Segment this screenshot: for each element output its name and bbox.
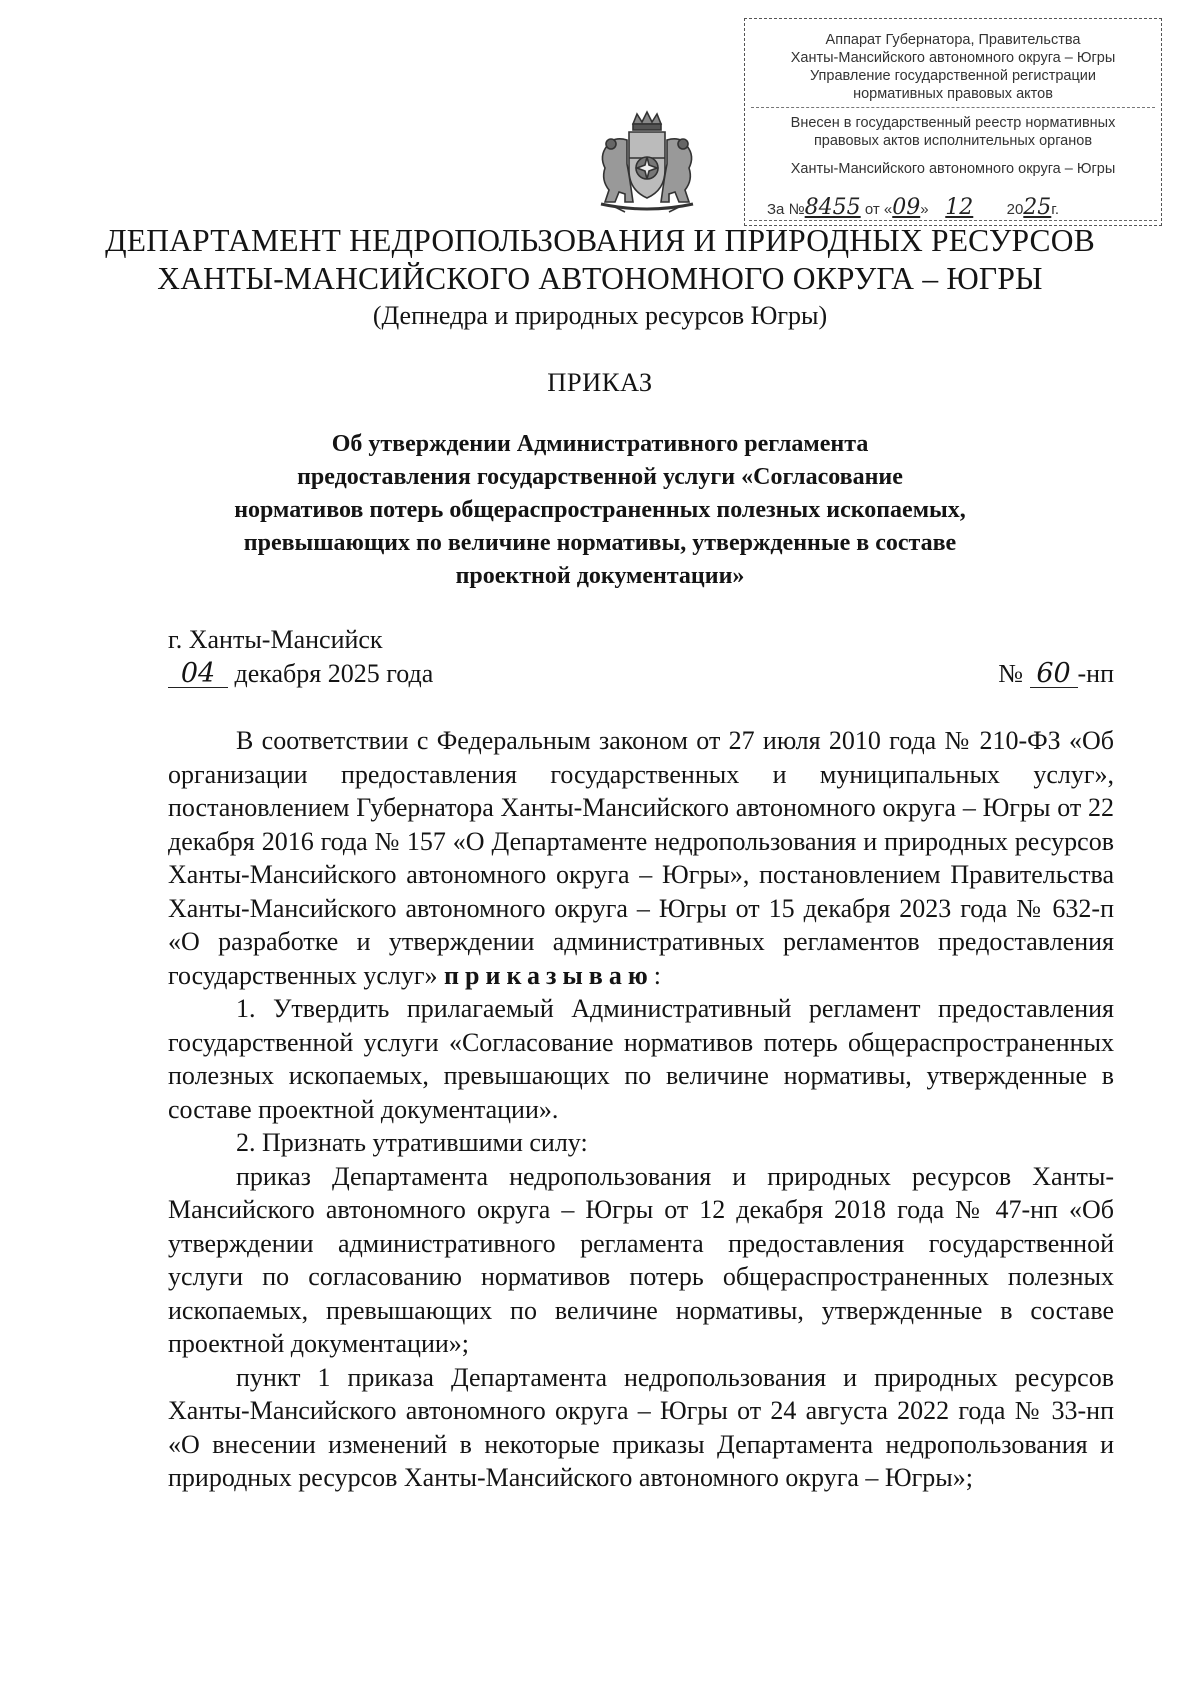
order-body (168, 724, 1114, 1495)
stamp-line: Ханты-Мансийского автономного округа – Югры (790, 50, 1116, 66)
order-title-line: превышающих по величине нормативы, утвержденные в составе (243, 530, 957, 556)
handwritten-reg-year: 25 (1023, 195, 1052, 220)
stamp-line: Управление государственной регистрации (809, 68, 1097, 84)
stamp-line: Ханты-Мансийского автономного округа – Югры (790, 161, 1116, 177)
stamp-line: нормативных правовых актов (853, 86, 1053, 102)
department-name-line-1: ДЕПАРТАМЕНТ НЕДРОПОЛЬЗОВАНИЯ И ПРИРОДНЫХ РЕСУРСОВ (105, 223, 1095, 258)
item-2b-paragraph: пункт 1 приказа Департамента недропользования и природных ресурсов Ханты-Мансийского автономного округа – Югры от 24 августа 2022 года № 33-нп «О внесении изменений в некоторые приказы Департамента недропользования и природных ресурсов Ханты-Мансийского автономного округа – Югры»; (168, 1362, 1114, 1492)
coat-of-arms-icon (585, 110, 709, 214)
department-short-name: (Депнедра и природных ресурсов Югры) (372, 301, 828, 330)
item-2a-paragraph: приказ Департамента недропользования и природных ресурсов Ханты-Мансийского автономного округа – Югры от 12 декабря 2018 года № 47-нп «Об утверждении административного регламента предоставления государственной услуги по согласованию нормативов потерь общераспространенных полезных ископаемых, превышающих по величине нормативы, утвержденные в составе проектной документации»; (168, 1161, 1114, 1358)
order-title-line: предоставления государственной услуги «Согласование (297, 464, 903, 490)
stamp-divider (751, 107, 1155, 108)
handwritten-reg-month: 12 (945, 195, 974, 220)
handwritten-day: 04 (168, 661, 228, 688)
department-name-line-2: ХАНТЫ-МАНСИЙСКОГО АВТОНОМНОГО ОКРУГА – ЮГРЫ (157, 261, 1043, 296)
handwritten-order-number: 60 (1030, 661, 1078, 688)
stamp-line: Аппарат Губернатора, Правительства (825, 32, 1081, 48)
issue-place: г. Ханты-Мансийск (168, 625, 383, 654)
handwritten-reg-number: 8455 (804, 195, 861, 220)
document-type: ПРИКАЗ (547, 367, 653, 397)
preamble-paragraph: В соответствии с Федеральным законом от 27 июля 2010 года № 210-ФЗ «Об организации предоставления государственных и муниципальных услуг», постановлением Губернатора Ханты-Мансийского автономного округа – Югры от 22 декабря 2016 года № 157 «О Департаменте недропользования и природных ресурсов Ханты-Мансийского автономного округа – Югры», постановлением Правительства Ханты-Мансийского автономного округа – Югры от 15 декабря 2023 года № 632-п «О разработке и утверждении административных регламентов предоставления государственных услуг» приказываю: (168, 726, 1114, 990)
item-2-paragraph: 2. Признать утратившими силу: (236, 1128, 588, 1157)
prikazyvayu-word: приказываю (444, 960, 654, 990)
handwritten-reg-day: 09 (892, 195, 921, 220)
order-title-line: нормативов потерь общераспространенных полезных ископаемых, (234, 497, 966, 523)
item-1-paragraph: 1. Утвердить прилагаемый Административный регламент предоставления государственной услуги «Согласование нормативов потерь общераспространенных полезных ископаемых, превышающих по величине нормативы, утвержденные в составе проектной документации». (168, 994, 1114, 1124)
order-number: № 60 -нп (998, 658, 1114, 689)
registration-stamp (744, 18, 1162, 226)
order-title-line: Об утверждении Административного регламента (331, 431, 869, 457)
stamp-line: правовых актов исполнительных органов (813, 133, 1093, 149)
order-title-line: проектной документации» (455, 563, 745, 589)
stamp-registration-number: За №8455 от «09» 12 2025г. (767, 195, 1060, 220)
stamp-line: Внесен в государственный реестр нормативных (790, 115, 1116, 131)
issue-date: 04 декабря 2025 года (168, 658, 433, 690)
